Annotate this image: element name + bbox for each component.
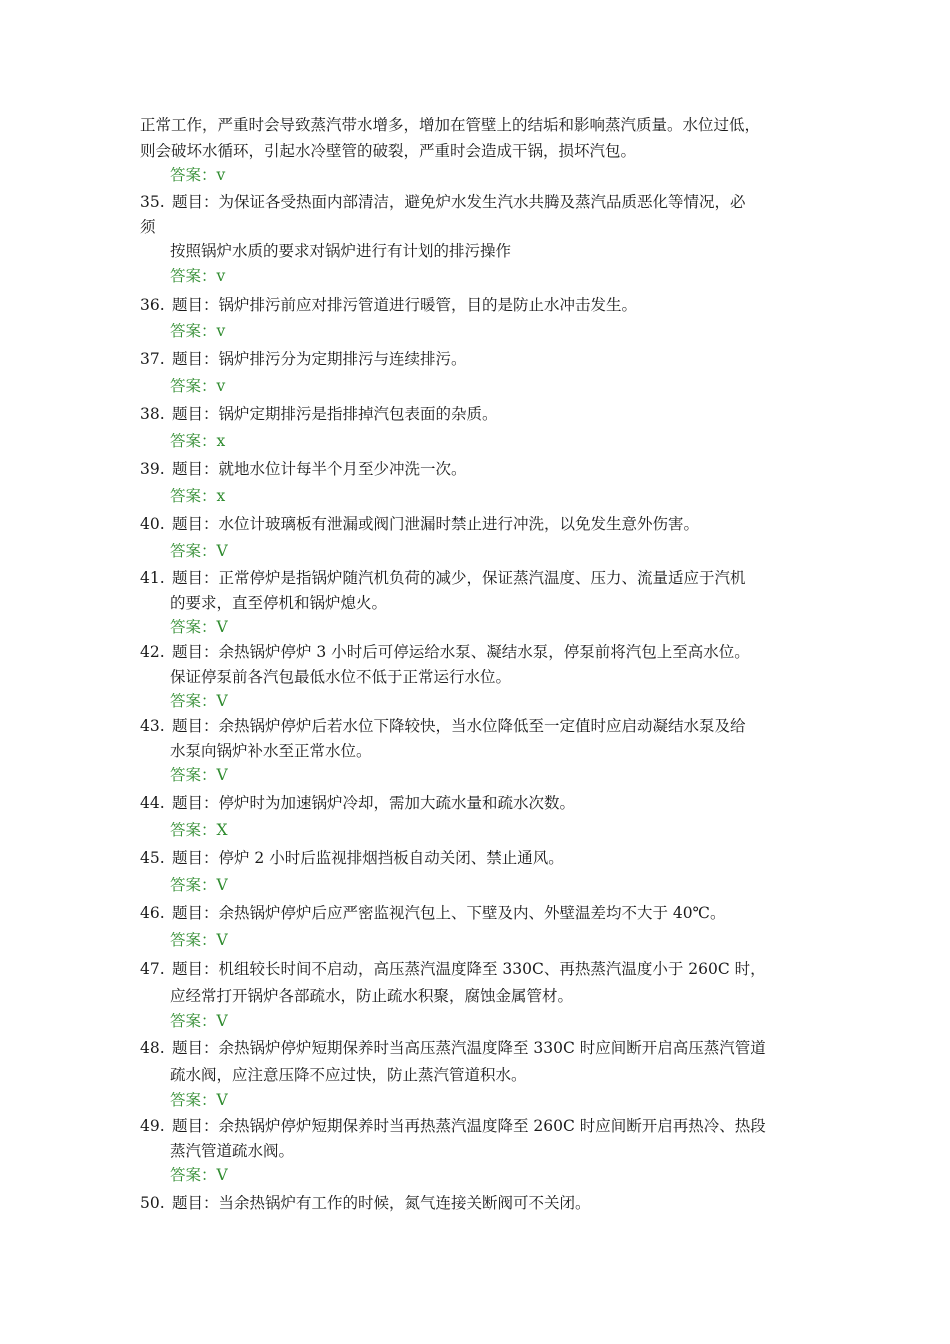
question-number: 40. (140, 515, 165, 533)
question-text-continuation: 蒸汽管道疏水阀。 (170, 1142, 295, 1160)
answer-text: 答案：V (170, 618, 228, 636)
answer-text: 答案：V (170, 1166, 228, 1184)
answer-text: 答案：v (170, 377, 226, 395)
answer-text: 答案：x (170, 432, 226, 450)
question-text: 题目：为保证各受热面内部清洁，避免炉水发生汽水共腾及蒸汽品质恶化等情况，必 (172, 193, 746, 211)
intro-line-2: 则会破坏水循环，引起水冷壁管的破裂，严重时会造成干锅，损坏汽包。 (140, 142, 637, 160)
question-number: 39. (140, 460, 165, 478)
question-text-continuation: 应经常打开锅炉各部疏水，防止疏水积聚，腐蚀金属管材。 (170, 987, 574, 1005)
intro-line-1: 正常工作，严重时会导致蒸汽带水增多，增加在管壁上的结垢和影响蒸汽质量。水位过低， (140, 116, 761, 134)
question-number: 45. (140, 849, 165, 867)
question-text: 题目：余热锅炉停炉 3 小时后可停运给水泵、凝结水泵，停泵前将汽包上至高水位。 (172, 643, 750, 661)
question-text: 题目：锅炉排污分为定期排污与连续排污。 (172, 350, 467, 368)
question-number: 35. (140, 193, 165, 211)
question-number: 41. (140, 569, 165, 587)
question-text-continuation: 须 (140, 218, 156, 236)
question-number: 46. (140, 904, 165, 922)
question-text-continuation: 的要求，直至停机和锅炉熄火。 (170, 594, 388, 612)
question-text: 题目：余热锅炉停炉短期保养时当再热蒸汽温度降至 260C 时应间断开启再热冷、热段 (172, 1117, 766, 1135)
answer-text: 答案：V (170, 876, 228, 894)
question-number: 47. (140, 960, 165, 978)
question-text: 题目：正常停炉是指锅炉随汽机负荷的减少，保证蒸汽温度、压力、流量适应于汽机 (172, 569, 746, 587)
question-number: 43. (140, 717, 165, 735)
question-number: 37. (140, 350, 165, 368)
answer-text: 答案：V (170, 692, 228, 710)
question-number: 38. (140, 405, 165, 423)
question-text: 题目：锅炉排污前应对排污管道进行暖管，目的是防止水冲击发生。 (172, 296, 638, 314)
question-text: 题目：余热锅炉停炉短期保养时当高压蒸汽温度降至 330C 时应间断开启高压蒸汽管道 (172, 1039, 766, 1057)
question-text: 题目：水位计玻璃板有泄漏或阀门泄漏时禁止进行冲洗，以免发生意外伤害。 (172, 515, 700, 533)
question-number: 36. (140, 296, 165, 314)
answer-text: 答案：v (170, 267, 226, 285)
question-text: 题目：停炉时为加速锅炉冷却，需加大疏水量和疏水次数。 (172, 794, 576, 812)
question-number: 42. (140, 643, 165, 661)
question-text: 题目：就地水位计每半个月至少冲洗一次。 (172, 460, 467, 478)
question-number: 49. (140, 1117, 165, 1135)
answer-text: 答案：V (170, 766, 228, 784)
question-number: 50. (140, 1194, 165, 1212)
question-text: 题目：机组较长时间不启动，高压蒸汽温度降至 330C、再热蒸汽温度小于 260C 时， (172, 960, 766, 978)
answer-text: 答案：v (170, 322, 226, 340)
intro-answer: 答案：v (170, 166, 226, 184)
question-text: 题目：停炉 2 小时后监视排烟挡板自动关闭、禁止通风。 (172, 849, 564, 867)
answer-text: 答案：V (170, 931, 228, 949)
answer-text: 答案：x (170, 487, 226, 505)
question-text: 题目：当余热锅炉有工作的时候，氮气连接关断阀可不关闭。 (172, 1194, 591, 1212)
answer-text: 答案：V (170, 1091, 228, 1109)
question-number: 48. (140, 1039, 165, 1057)
answer-text: 答案：V (170, 1012, 228, 1030)
question-text-continuation: 按照锅炉水质的要求对锅炉进行有计划的排污操作 (170, 242, 512, 260)
question-text: 题目：余热锅炉停炉后若水位下降较快，当水位降低至一定值时应启动凝结水泵及给 (172, 717, 746, 735)
answer-text: 答案：V (170, 542, 228, 560)
answer-text: 答案：X (170, 821, 228, 839)
question-text-continuation: 水泵向锅炉补水至正常水位。 (170, 742, 372, 760)
question-text: 题目：锅炉定期排污是指排掉汽包表面的杂质。 (172, 405, 498, 423)
question-text: 题目：余热锅炉停炉后应严密监视汽包上、下壁及内、外壁温差均不大于 40℃。 (172, 904, 726, 922)
question-text-continuation: 保证停泵前各汽包最低水位不低于正常运行水位。 (170, 668, 512, 686)
question-text-continuation: 疏水阀，应注意压降不应过快，防止蒸汽管道积水。 (170, 1066, 527, 1084)
question-number: 44. (140, 794, 165, 812)
